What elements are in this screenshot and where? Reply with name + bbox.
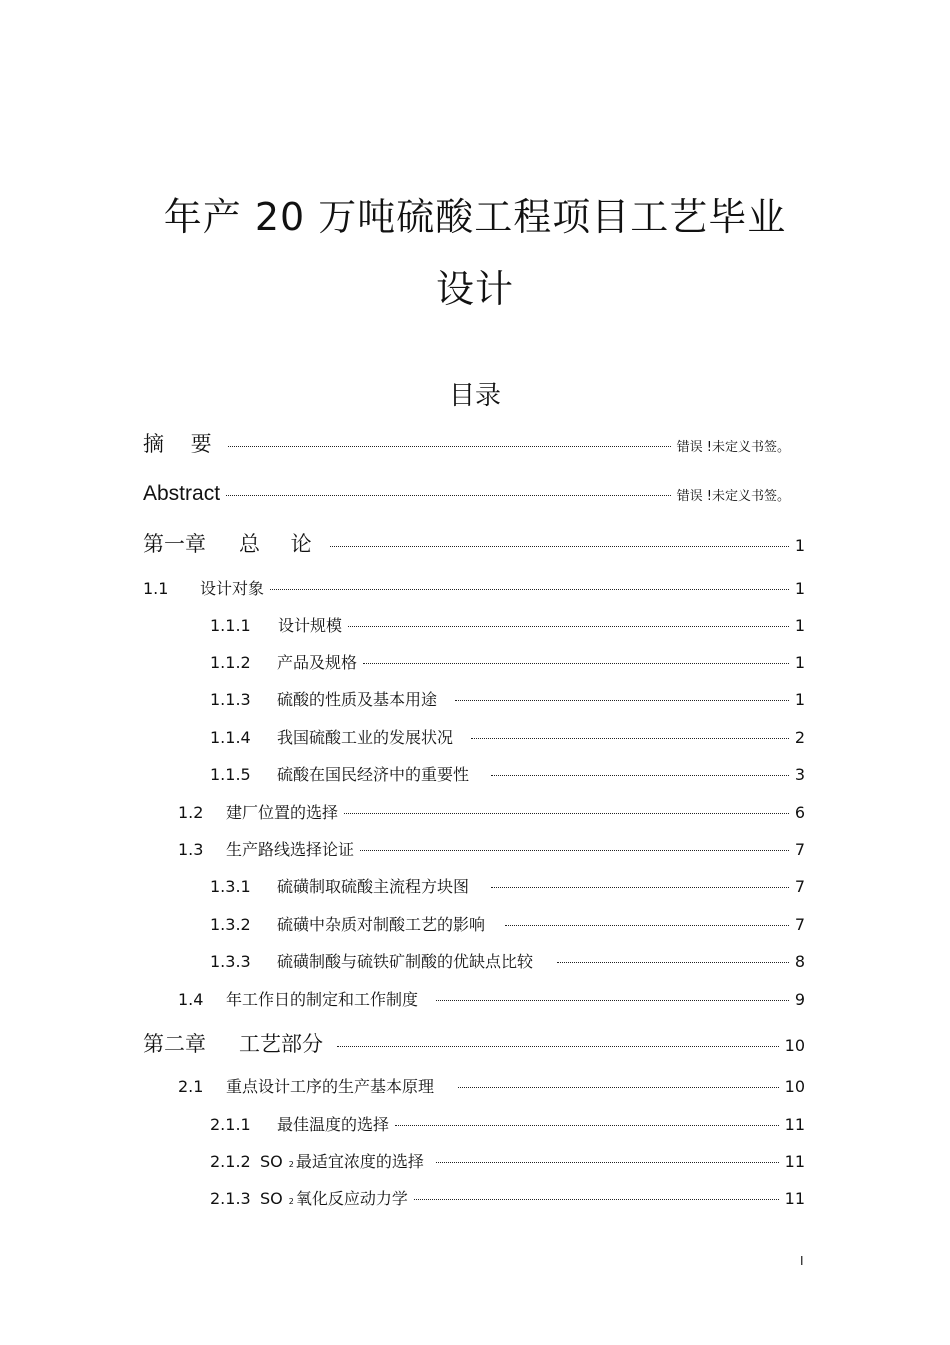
toc-entry[interactable] — [210, 725, 805, 748]
toc-entry[interactable] — [210, 912, 805, 935]
toc-entry[interactable] — [210, 650, 805, 673]
toc-leader-dots — [471, 738, 789, 739]
toc-entry[interactable] — [143, 428, 790, 458]
toc-leader-dots — [557, 962, 789, 963]
toc-entry[interactable] — [143, 528, 805, 558]
toc-leader-dots — [505, 925, 789, 926]
toc-entry-label: 硫磺制取硫酸主流程方块图 — [277, 877, 470, 896]
toc-entry[interactable] — [178, 1074, 805, 1097]
toc-entry-label: 总 论 — [239, 532, 324, 556]
toc-entry-number: 1.3.2 — [210, 915, 251, 934]
toc-entry-page: 3 — [794, 765, 805, 784]
toc-entry-label: 最适宜浓度的选择 — [295, 1152, 424, 1171]
toc-leader-dots — [436, 1162, 779, 1163]
page-number: I — [800, 1254, 804, 1268]
toc-entry-number: 第二章 — [143, 1032, 206, 1056]
toc-entry-label: 我国硫酸工业的发展状况 — [277, 728, 454, 747]
toc-entry-page: 2 — [794, 728, 805, 747]
toc-entry-label: 硫酸在国民经济中的重要性 — [277, 765, 470, 784]
toc-entry-label: 设计对象 — [200, 579, 265, 598]
toc-entry-number: 1.1.2 — [210, 653, 251, 672]
toc-leader-dots — [458, 1087, 779, 1088]
toc-entry[interactable] — [143, 1028, 805, 1058]
toc-entry-number: 1.1.4 — [210, 728, 251, 747]
toc-entry-number: 2.1.1 — [210, 1115, 251, 1134]
toc-entry-label: 工艺部分 — [239, 1032, 323, 1056]
toc-entry-page: 1 — [794, 653, 805, 672]
toc-entry-label: 年工作日的制定和工作制度 — [226, 990, 419, 1009]
toc-entry-page: 错误 !未定义书签。 — [676, 489, 790, 504]
toc-entry-number: 2.1 — [178, 1077, 204, 1096]
toc-entry[interactable] — [210, 874, 805, 897]
toc-entry-number: 第一章 — [143, 532, 206, 556]
toc-entry-label: 硫酸的性质及基本用途 — [277, 690, 438, 709]
toc-leader-dots — [491, 887, 789, 888]
formula-subscript: 2 — [288, 1160, 294, 1169]
toc-entry-label: 摘 要 — [143, 432, 222, 456]
toc-entry-page: 9 — [794, 990, 805, 1009]
toc-entry-label: 最佳温度的选择 — [277, 1115, 390, 1134]
toc-entry-number: 1.3.3 — [210, 952, 251, 971]
toc-entry[interactable] — [178, 987, 805, 1010]
toc-entry-label: 设计规模 — [278, 616, 343, 635]
toc-entry-page: 1 — [794, 616, 805, 635]
toc-leader-dots — [228, 446, 671, 447]
toc-leader-dots — [344, 813, 789, 814]
toc-entry-number: 2.1.3 — [210, 1189, 251, 1208]
toc-entry-number: 1.3.1 — [210, 877, 251, 896]
toc-entry-page: 1 — [794, 690, 805, 709]
toc-entry-number: 1.1 — [143, 579, 169, 598]
formula-subscript: 2 — [288, 1197, 294, 1206]
toc-entry[interactable] — [210, 762, 805, 785]
toc-leader-dots — [337, 1046, 779, 1047]
toc-leader-dots — [395, 1125, 779, 1126]
toc-entry[interactable] — [143, 482, 790, 506]
toc-entry-page: 6 — [794, 803, 805, 822]
toc-entry-page: 7 — [794, 915, 805, 934]
toc-entry-number: 1.4 — [178, 990, 204, 1009]
toc-entry-page: 11 — [784, 1152, 805, 1171]
toc-entry-label: 产品及规格 — [277, 653, 358, 672]
toc-heading: 目录 — [448, 381, 501, 411]
toc-entry-page: 8 — [794, 952, 805, 971]
toc-entry[interactable] — [143, 576, 805, 599]
formula-prefix: SO — [260, 1189, 283, 1208]
toc-entry[interactable] — [210, 613, 805, 636]
toc-leader-dots — [436, 1000, 789, 1001]
toc-entry-page: 10 — [784, 1036, 805, 1055]
toc-entry-page: 7 — [794, 877, 805, 896]
formula-prefix: SO — [260, 1152, 283, 1171]
toc-entry-page: 7 — [794, 840, 805, 859]
toc-leader-dots — [270, 589, 789, 590]
toc-entry[interactable] — [210, 949, 805, 972]
toc-entry-page: 11 — [784, 1189, 805, 1208]
toc-entry-page: 10 — [784, 1077, 805, 1096]
toc-entry-label: 硫磺制酸与硫铁矿制酸的优缺点比较 — [277, 952, 534, 971]
toc-leader-dots — [455, 700, 789, 701]
toc-leader-dots — [491, 775, 789, 776]
toc-entry-label: 建厂位置的选择 — [226, 803, 339, 822]
toc-entry-page: 1 — [794, 536, 805, 555]
toc-entry[interactable] — [178, 800, 805, 823]
toc-entry-number: 1.1.3 — [210, 690, 251, 709]
toc-entry-number: 1.1.1 — [210, 616, 251, 635]
toc-entry-label: Abstract — [143, 482, 221, 505]
toc-entry-number: 1.3 — [178, 840, 204, 859]
toc-entry[interactable] — [178, 837, 805, 860]
toc-leader-dots — [330, 546, 789, 547]
toc-entry-label: 硫磺中杂质对制酸工艺的影响 — [277, 915, 486, 934]
toc-entry-number: 1.1.5 — [210, 765, 251, 784]
toc-entry[interactable] — [210, 687, 805, 710]
toc-entry-label: 重点设计工序的生产基本原理 — [226, 1077, 435, 1096]
toc-entry-label: 氧化反应动力学 — [295, 1189, 408, 1208]
toc-entry-label: 生产路线选择论证 — [226, 840, 355, 859]
toc-leader-dots — [414, 1199, 779, 1200]
toc-entry[interactable] — [210, 1149, 805, 1172]
document-title-line1: 年产 20 万吨硫酸工程项目工艺毕业 — [163, 195, 787, 239]
toc-entry-page: 错误 !未定义书签。 — [676, 440, 790, 455]
toc-entry-page: 1 — [794, 579, 805, 598]
toc-leader-dots — [363, 663, 789, 664]
toc-entry-page: 11 — [784, 1115, 805, 1134]
toc-leader-dots — [348, 626, 789, 627]
toc-leader-dots — [360, 850, 789, 851]
document-title-line2: 设计 — [435, 267, 514, 311]
toc-entry[interactable] — [210, 1112, 805, 1135]
toc-leader-dots — [226, 495, 671, 496]
toc-entry[interactable] — [210, 1186, 805, 1209]
toc-entry-number: 2.1.2 — [210, 1152, 251, 1171]
toc-entry-number: 1.2 — [178, 803, 204, 822]
